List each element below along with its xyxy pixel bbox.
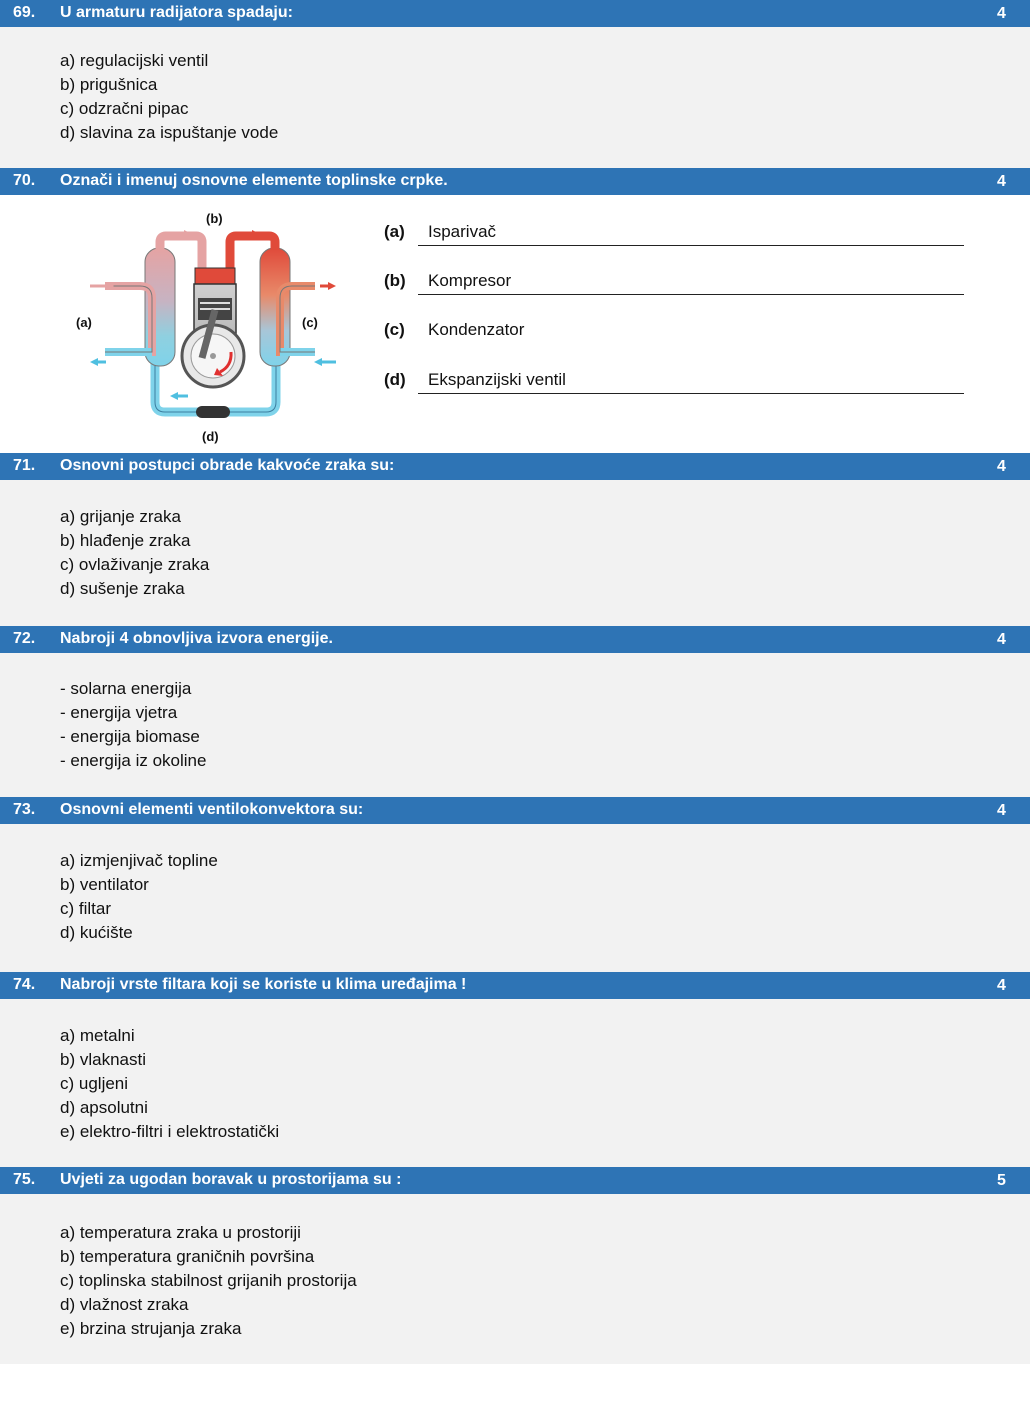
label-row-c	[384, 320, 964, 342]
question-header-74	[0, 972, 1030, 999]
answer-list	[60, 505, 209, 601]
diagram-label-c: (c)	[302, 315, 318, 330]
question-header-71	[0, 453, 1030, 480]
label-letter: (c)	[384, 320, 405, 339]
answer-list	[60, 49, 278, 145]
answer-block-74	[0, 999, 1030, 1167]
answer-block-72	[0, 653, 1030, 797]
expansion-valve	[196, 406, 230, 418]
answer-item: a) metalni	[60, 1026, 135, 1045]
question-points: 4	[997, 977, 1006, 994]
answer-item: b) hlađenje zraka	[60, 531, 191, 550]
compressor-head	[195, 268, 235, 284]
question-text: Osnovni elementi ventilokonvektora su:	[60, 801, 364, 818]
answer-item: b) ventilator	[60, 875, 149, 894]
answer-item: a) regulacijski ventil	[60, 51, 209, 70]
question-number: 69.	[13, 4, 36, 21]
diagram-label-b: (b)	[206, 211, 223, 226]
label-value: Kondenzator	[428, 320, 525, 339]
answer-item: b) vlaknasti	[60, 1050, 146, 1069]
question-text: Uvjeti za ugodan boravak u prostorijama su :	[60, 1171, 402, 1188]
label-letter: (a)	[384, 222, 405, 241]
question-header-73	[0, 797, 1030, 824]
question-number: 75.	[13, 1171, 36, 1188]
answer-item: d) slavina za ispuštanje vode	[60, 123, 279, 142]
question-points: 4	[997, 173, 1006, 190]
answer-item: c) ovlaživanje zraka	[60, 555, 210, 574]
question-text: Označi i imenuj osnovne elemente toplinske crpke.	[60, 172, 448, 189]
diagram-label-a: (a)	[76, 315, 92, 330]
answer-item: d) vlažnost zraka	[60, 1295, 189, 1314]
label-letter: (d)	[384, 370, 406, 389]
question-points: 4	[997, 5, 1006, 22]
answer-item: c) ugljeni	[60, 1074, 129, 1093]
answer-item: a) temperatura zraka u prostoriji	[60, 1223, 301, 1242]
question-number: 72.	[13, 630, 36, 647]
answer-item: - solarna energija	[60, 679, 192, 698]
question-number: 71.	[13, 457, 36, 474]
answer-item: - energija iz okoline	[60, 751, 207, 770]
answer-item: b) temperatura graničnih površina	[60, 1247, 315, 1266]
answer-item: d) apsolutni	[60, 1098, 148, 1117]
answer-block-73	[0, 824, 1030, 972]
label-letter: (b)	[384, 271, 406, 290]
answer-item: - energija biomase	[60, 727, 200, 746]
answer-item: b) prigušnica	[60, 75, 158, 94]
answer-item: c) toplinska stabilnost grijanih prostorija	[60, 1271, 357, 1290]
question-header-69	[0, 0, 1030, 27]
answer-list	[60, 677, 206, 773]
answer-line	[418, 294, 964, 295]
answer-item: a) grijanje zraka	[60, 507, 181, 526]
answer-list	[60, 1024, 279, 1144]
label-row-b	[384, 271, 964, 293]
answer-block-71	[0, 480, 1030, 626]
question-text: Osnovni postupci obrade kakvoće zraka su:	[60, 457, 395, 474]
question-number: 70.	[13, 172, 36, 189]
question-points: 4	[997, 631, 1006, 648]
answer-item: d) sušenje zraka	[60, 579, 185, 598]
heat-pump-diagram	[70, 206, 360, 450]
answer-block-75	[0, 1194, 1030, 1364]
diagram-label-d: (d)	[202, 429, 219, 444]
answer-line	[418, 245, 964, 246]
question-points: 5	[997, 1172, 1006, 1189]
answer-list	[60, 1221, 357, 1341]
question-number: 74.	[13, 976, 36, 993]
question-text: Nabroji vrste filtara koji se koriste u klima uređajima !	[60, 976, 467, 993]
label-row-a	[384, 222, 964, 244]
answer-item: e) elektro-filtri i elektrostatički	[60, 1122, 280, 1141]
answer-item: e) brzina strujanja zraka	[60, 1319, 242, 1338]
answer-item: d) kućište	[60, 923, 133, 942]
question-text: U armaturu radijatora spadaju:	[60, 4, 293, 21]
question-header-72	[0, 626, 1030, 653]
label-value: Ekspanzijski ventil	[428, 370, 566, 389]
question-points: 4	[997, 802, 1006, 819]
answer-line	[418, 393, 964, 394]
answer-list	[60, 849, 218, 945]
question-text: Nabroji 4 obnovljiva izvora energije.	[60, 630, 333, 647]
answer-item: - energija vjetra	[60, 703, 178, 722]
answer-item: c) odzračni pipac	[60, 99, 189, 118]
answer-item: a) izmjenjivač topline	[60, 851, 218, 870]
label-value: Kompresor	[428, 271, 512, 290]
answer-item: c) filtar	[60, 899, 111, 918]
question-header-70	[0, 168, 1030, 195]
label-row-d	[384, 370, 964, 392]
question-number: 73.	[13, 801, 36, 818]
question-header-75	[0, 1167, 1030, 1194]
label-value: Isparivač	[428, 222, 497, 241]
question-points: 4	[997, 458, 1006, 475]
answer-block-69	[0, 27, 1030, 168]
